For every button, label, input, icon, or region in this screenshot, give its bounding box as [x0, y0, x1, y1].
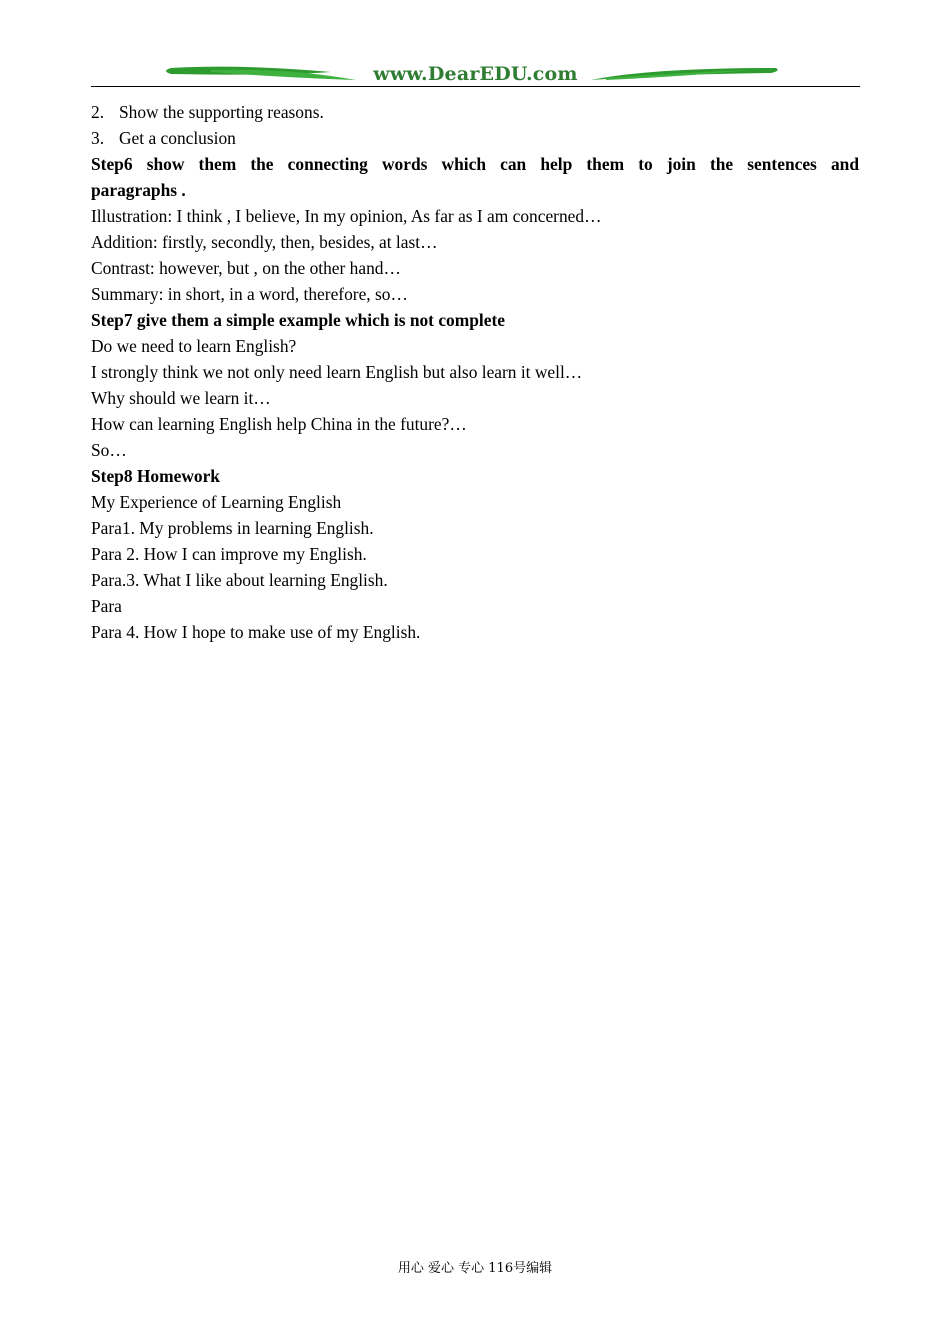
text-line: Summary: in short, in a word, therefore, so… [91, 284, 408, 304]
text-line: Para.3. What I like about learning English. [91, 570, 388, 590]
step7-heading: Step7 give them a simple example which is not complete [91, 310, 505, 330]
site-name: www.DearEDU.com [373, 63, 578, 85]
text-line: Para1. My problems in learning English. [91, 518, 374, 538]
list-text: Show the supporting reasons. [119, 102, 324, 122]
text-line: Do we need to learn English? [91, 336, 297, 356]
header-divider [91, 86, 860, 87]
text-line: Why should we learn it… [91, 388, 271, 408]
text-line: Para [91, 596, 122, 616]
text-line: Para 4. How I hope to make use of my English. [91, 622, 421, 642]
text-line: Addition: firstly, secondly, then, besides, at last… [91, 232, 438, 252]
page-footer: 用心 爱心 专心 116号编辑 [397, 1261, 553, 1276]
list-item [91, 99, 859, 125]
text-line: My Experience of Learning English [91, 492, 342, 512]
step8-heading: Step8 Homework [91, 466, 220, 486]
text-line: So… [91, 440, 127, 460]
text-line: Para 2. How I can improve my English. [91, 544, 367, 564]
text-line: I strongly think we not only need learn English but also learn it well… [91, 362, 583, 382]
list-text: Get a conclusion [119, 128, 236, 148]
list-number: 2. [91, 102, 105, 122]
step6-heading-cont: paragraphs . [91, 180, 186, 200]
text-line: How can learning English help China in the future?… [91, 414, 467, 434]
document-body [91, 99, 859, 645]
text-line: Contrast: however, but , on the other hand… [91, 258, 401, 278]
step6-heading: Step6 show them the connecting words which can help them to join the sentences and [91, 154, 859, 174]
list-item [91, 125, 859, 151]
list-number: 3. [91, 128, 105, 148]
text-line: Illustration: I think , I believe, In my opinion, As far as I am concerned… [91, 206, 602, 226]
